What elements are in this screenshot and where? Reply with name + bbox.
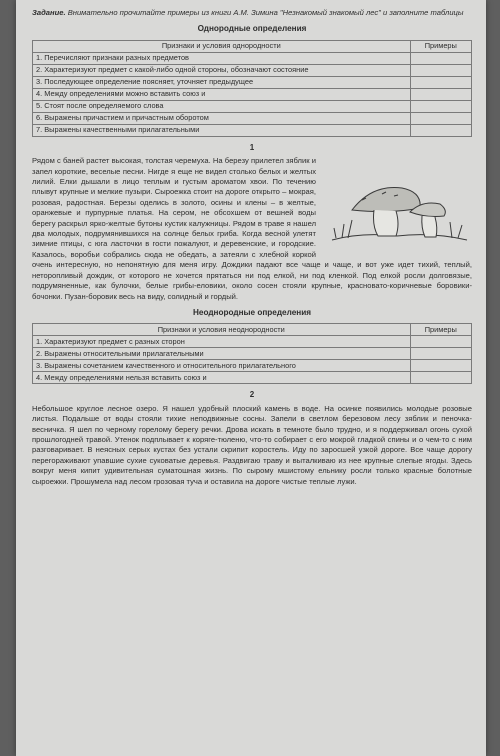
table-row: [33, 124, 472, 136]
row-label: 4. Между определениями нельзя вставить союз и: [33, 372, 411, 384]
example-cell[interactable]: [410, 372, 471, 384]
table-row: [33, 372, 472, 384]
example-cell[interactable]: [410, 360, 471, 372]
example-cell[interactable]: [410, 88, 471, 100]
row-label: 1. Характеризуют предмет с разных сторон: [33, 336, 411, 348]
mushroom-illustration: [322, 170, 472, 250]
table1-col-examples: Примеры: [410, 40, 471, 52]
example-cell[interactable]: [410, 52, 471, 64]
row-label: 5. Стоят после определяемого слова: [33, 100, 411, 112]
text2-body: Небольшое круглое лесное озеро. Я нашел удобный плоский камень в воде. На осинке появились молодые розовые листья. Подальше от воды стояли тихие неподвижные сосны. Запели в светлом березовом лесу зяблик и пеночка-весничка. Я шел по черному горелому берегу речки. Дрова искать в темноте было трудно, и я поддерживал огонь сухой прошлогодней травой. Утенок подплывает к коряге-тюленю, что-то собирает с его мокрой гладкой спины и о чем-то с ним разговаривает. В неясных серых кустах без устали скрипит коростель. Иду по заросшей узкой дороге. Все чаще дорогу перегораживают упавшие сухие суковатые деревья. Раздвигаю траву и выталкиваю из нее крупные слепые ягоды. Здесь вокруг меня кипит удивительная суматошная жизнь. По сырому мшистому ельнику росли только красные болотные сыроежки. Прошумела над лесом грозовая туча и оставила на дороге чистые теплые лужи.: [32, 403, 472, 486]
row-label: 3. Выражены сочетанием качественного и относительного прилагательного: [33, 360, 411, 372]
table-row: [33, 64, 472, 76]
example-cell[interactable]: [410, 348, 471, 360]
example-cell[interactable]: [410, 64, 471, 76]
table-row: [33, 76, 472, 88]
task-instructions: [32, 8, 472, 18]
example-cell[interactable]: [410, 112, 471, 124]
text2-number: 2: [249, 390, 255, 400]
table-row: [33, 112, 472, 124]
text1-number: 1: [249, 142, 255, 152]
homogeneous-table: [32, 40, 472, 137]
table1-col-signs: Признаки и условия однородности: [33, 40, 411, 52]
table-row: [33, 348, 472, 360]
text1-body: Рядом с баней растет высокая, толстая черемуха. На березу прилетел зяблик и запел короткие, веселые песни. Нигде я еще не видел столько белых и желтых лилий. Елки дышали в лицо теплым и густым ароматом хвои. По течению плывут крупные и мелкие пузыри. Сыроежка стоит на дороге открыто – мокрая, розовая, радостная. Березы оделись в золото, осины и клены – в желтые, оранжевые и пурпурные платья. На сером, не обсохшем от вешней воды берегу раскрыл ярко-желтые бутоны кустик калужницы. Рядом в траве я нашел два молодых, подрумянившихся на солнце белых гриба. Когда весной улетят зимние птицы, с юга ласточки в гости пожалуют, и деревенские, и городские. Казалось, воробьи собрались сюда не обедать, а затеяли с хлебной коркой очень интересную, но непонятную для меня игру. Дождики падают все чаще и чаще, и вот уже идет тихий, теплый, неторопливый дождик, от которого не хочется прятаться ни под елкой, ни под кленкой. Под елкой росли долговязые, подрумяненные, как булочки, белые грибы-еловики, около сосен стояли крупные, красновато-коричневые боровики-бочонки. Пузан-боровик весь на виду, солидный и гордый.: [32, 156, 472, 301]
example-cell[interactable]: [410, 76, 471, 88]
row-label: 2. Характеризуют предмет с какой-либо одной стороны, обозначают состояние: [33, 64, 411, 76]
table2-col-examples: Примеры: [410, 324, 471, 336]
worksheet-page: [16, 0, 486, 756]
table-row: [33, 52, 472, 64]
example-cell[interactable]: [410, 336, 471, 348]
table2-title: Неоднородные определения: [192, 307, 311, 317]
row-label: 7. Выражены качественными прилагательными: [33, 124, 411, 136]
row-label: 3. Последующее определение поясняет, уточняет предыдущее: [33, 76, 411, 88]
row-label: 6. Выражены причастием и причастным оборотом: [33, 112, 411, 124]
table-row: [33, 360, 472, 372]
table-row: [33, 100, 472, 112]
example-cell[interactable]: [410, 124, 471, 136]
text1-block: [32, 156, 472, 302]
table-row: [33, 88, 472, 100]
task-text: Внимательно прочитайте примеры из книги А.М. Зимина "Незнакомый знакомый лес" и заполните таблицы: [65, 8, 464, 17]
heterogeneous-table: [32, 323, 472, 384]
row-label: 2. Выражены относительными прилагательными: [33, 348, 411, 360]
table-row: [33, 336, 472, 348]
row-label: 1. Перечисляют признаки разных предметов: [33, 52, 411, 64]
example-cell[interactable]: [410, 100, 471, 112]
table1-title: Однородные определения: [197, 24, 307, 34]
row-label: 4. Между определениями можно вставить союз и: [33, 88, 411, 100]
table2-col-signs: Признаки и условия неоднородности: [33, 324, 411, 336]
task-label: Задание.: [32, 8, 66, 17]
